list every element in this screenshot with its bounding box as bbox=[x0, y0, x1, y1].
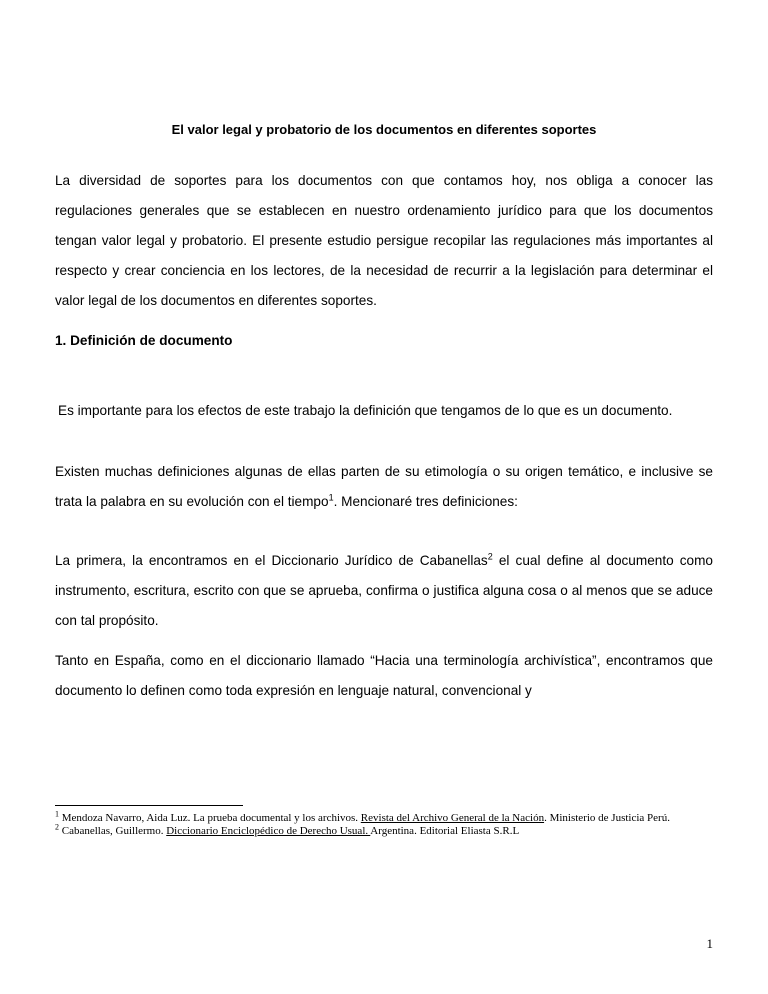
paragraph-text: . Mencionaré tres definiciones: bbox=[333, 494, 518, 509]
footnote-2 bbox=[55, 822, 725, 838]
footnote-text: Mendoza Navarro, Aida Luz. La prueba documental y los archivos. bbox=[59, 812, 361, 824]
footnote-text: Cabanellas, Guillermo. bbox=[59, 825, 167, 837]
footnote-text: Argentina. Editorial Eliasta S.R.L bbox=[370, 825, 520, 837]
footnote-1 bbox=[55, 809, 725, 825]
paragraph-text: el cual define al documento como instrumento, escritura, escrito con que se aprueba, confirma o justifica alguna cosa o al menos que se aduce con tal propósito. bbox=[55, 553, 713, 628]
paragraph-cabanellas bbox=[55, 546, 713, 636]
footnote-source-title: Diccionario Enciclopédico de Derecho Usual. bbox=[166, 825, 371, 837]
footnote-ref-1: 1 bbox=[328, 492, 334, 503]
footnotes bbox=[55, 809, 725, 838]
paragraph-definitions bbox=[55, 457, 713, 517]
footnote-number: 1 bbox=[55, 809, 59, 819]
footnote-separator bbox=[55, 805, 243, 806]
paragraph-importance: Es importante para los efectos de este trabajo la definición que tengamos de lo que es un documento. bbox=[58, 403, 673, 418]
section-heading: 1. Definición de documento bbox=[55, 333, 233, 348]
paragraph-text: La primera, la encontramos en el Diccionario Jurídico de Cabanellas bbox=[55, 553, 488, 568]
paragraph-text: Existen muchas definiciones algunas de ellas parten de su etimología o su origen temático, e inclusive se trata la palabra en su evolución con el tiempo bbox=[55, 464, 713, 509]
paragraph-espana: Tanto en España, como en el diccionario llamado “Hacia una terminología archivística”, encontramos que documento lo definen como toda expresión en lenguaje natural, convencional y bbox=[55, 653, 713, 698]
footnote-text: . Ministerio de Justicia Perú. bbox=[544, 812, 670, 824]
page-number: 1 bbox=[706, 936, 713, 951]
intro-paragraph: La diversidad de soportes para los documentos con que contamos hoy, nos obliga a conocer las regulaciones generales que se establecen en nuestro ordenamiento jurídico para que los documentos tengan valor legal y probatorio. El presente estudio persigue recopilar las regulaciones más importantes al respecto y crear conciencia en los lectores, de la necesidad de recurrir a la legislación para determinar el valor legal de los documentos en diferentes soportes. bbox=[55, 173, 713, 308]
footnote-source-title: Revista del Archivo General de la Nación bbox=[360, 812, 545, 824]
footnote-ref-2: 2 bbox=[487, 551, 493, 562]
footnote-number: 2 bbox=[55, 822, 59, 832]
document-title: El valor legal y probatorio de los documentos en diferentes soportes bbox=[171, 122, 597, 137]
